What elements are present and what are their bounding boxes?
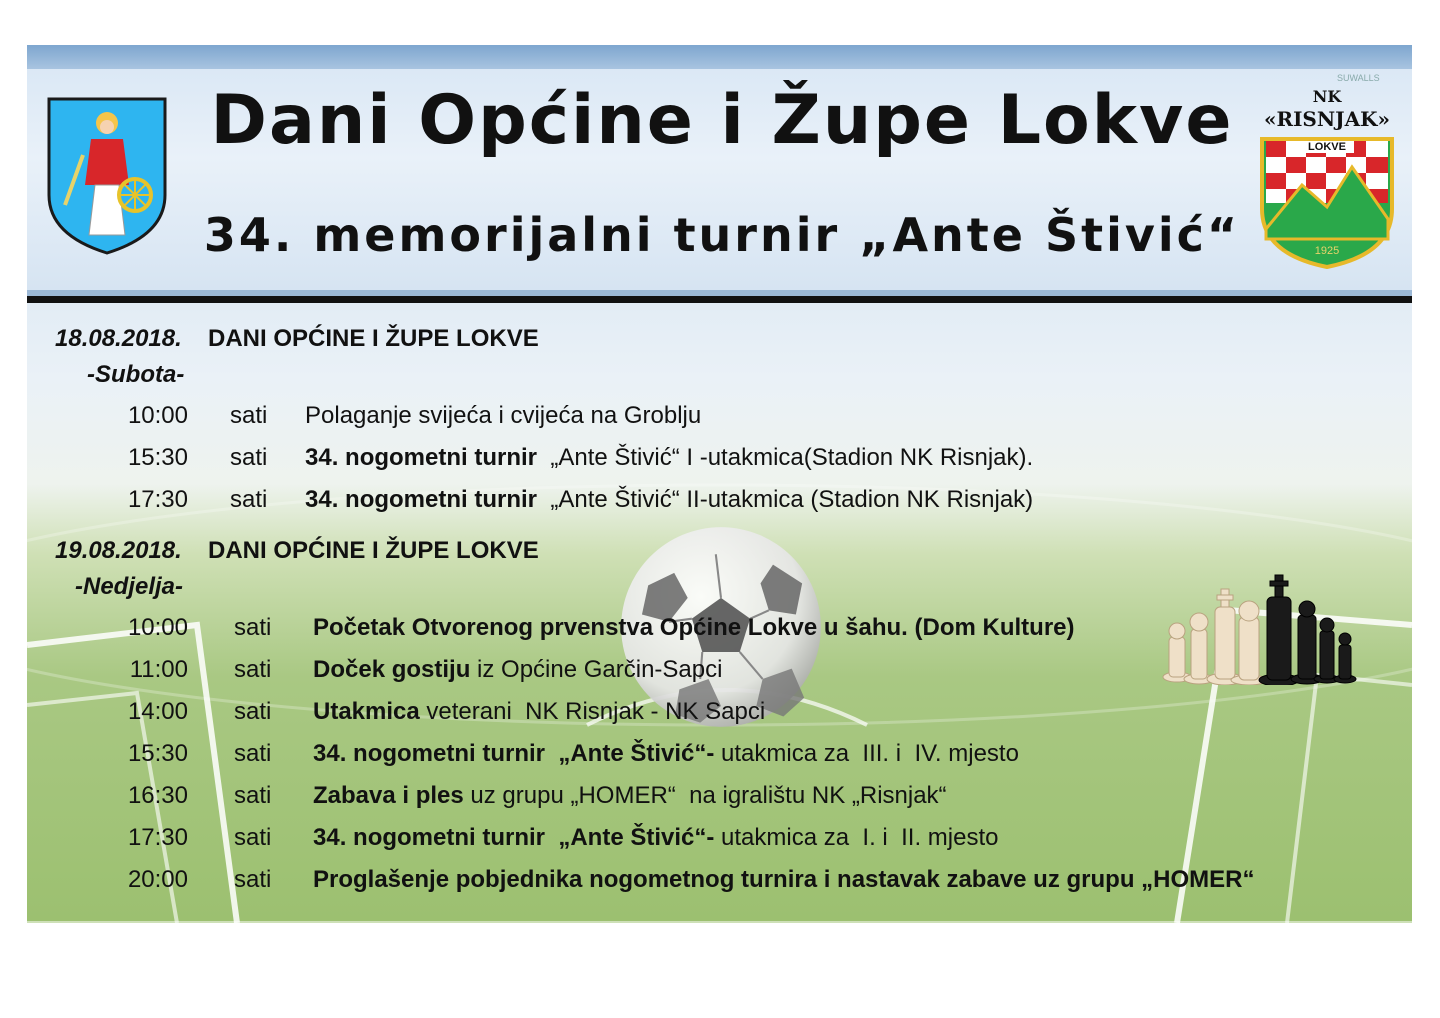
day-heading: DANI OPĆINE I ŽUPE LOKVE <box>208 325 539 352</box>
event-description: 34. nogometni turnir „Ante Štivić“ I -utakmica(Stadion NK Risnjak). <box>305 444 1034 471</box>
day-heading: DANI OPĆINE I ŽUPE LOKVE <box>208 537 539 564</box>
event-description: 34. nogometni turnir „Ante Štivić“ II-utakmica (Stadion NK Risnjak) <box>305 486 1034 513</box>
page-subtitle: 34. memorijalni turnir „Ante Štivić“ <box>203 208 1241 262</box>
event-unit: sati <box>230 402 268 429</box>
page-title: Dani Općine i Župe Lokve <box>210 81 1234 160</box>
event-time: 15:30 <box>127 740 188 767</box>
club-logo-nk: NK <box>1312 87 1342 106</box>
event-time: 17:30 <box>127 824 188 851</box>
event-description: Početak Otvorenog prvenstva Općine Lokve u šahu. (Dom Kulture) <box>313 614 1075 641</box>
event-time: 11:00 <box>129 656 188 683</box>
event-time: 10:00 <box>127 402 188 429</box>
event-unit: sati <box>234 782 272 809</box>
event-time: 15:30 <box>127 444 188 471</box>
programme-schedule <box>27 45 1412 923</box>
event-time: 17:30 <box>127 486 188 513</box>
event-unit: sati <box>234 866 272 893</box>
event-unit: sati <box>234 824 272 851</box>
event-unit: sati <box>234 698 272 725</box>
event-unit: sati <box>230 486 268 513</box>
day-date: 19.08.2018. <box>55 537 182 564</box>
event-description: Doček gostiju iz Općine Garčin-Sapci <box>313 656 723 683</box>
poster <box>27 45 1412 923</box>
event-description: 34. nogometni turnir „Ante Štivić“- utakmica za III. i IV. mjesto <box>313 740 1019 767</box>
event-description: Proglašenje pobjednika nogometnog turnira i nastavak zabave uz grupu „HOMER“ <box>313 866 1255 893</box>
event-description: Utakmica veterani NK Risnjak - NK Sapci <box>313 698 766 725</box>
watermark-text: SUWALLS <box>1337 73 1380 83</box>
club-logo-place: LOKVE <box>1300 141 1354 153</box>
event-unit: sati <box>234 614 272 641</box>
club-logo-year: 1925 <box>1314 245 1340 257</box>
day-name: -Subota- <box>87 361 185 388</box>
event-description: 34. nogometni turnir „Ante Štivić“- utakmica za I. i II. mjesto <box>313 824 999 851</box>
event-time: 16:30 <box>127 782 188 809</box>
day-date: 18.08.2018. <box>55 325 182 352</box>
day-name: -Nedjelja- <box>75 573 184 600</box>
event-time: 14:00 <box>127 698 188 725</box>
event-unit: sati <box>230 444 268 471</box>
event-description: Polaganje svijeća i cvijeća na Groblju <box>305 402 702 429</box>
event-unit: sati <box>234 740 272 767</box>
event-time: 10:00 <box>127 614 188 641</box>
event-unit: sati <box>234 656 272 683</box>
event-description: Zabava i ples uz grupu „HOMER“ na igralištu NK „Risnjak“ <box>313 782 947 809</box>
club-logo-name: «RISNJAK» <box>1263 107 1391 131</box>
event-time: 20:00 <box>127 866 188 893</box>
